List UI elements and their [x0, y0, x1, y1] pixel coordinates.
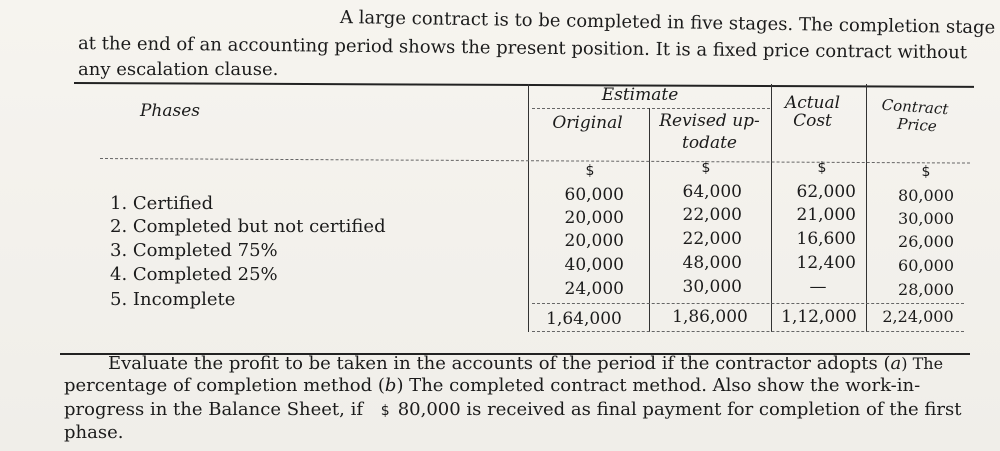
- intro-line-2: at the end of an accounting period shows the present position. It is a fixed price contract without: [77, 33, 968, 64]
- intro-line-1: A large contract is to be completed in five stages. The completion stage: [339, 7, 996, 39]
- currency-price: $: [921, 164, 931, 180]
- cell-revised-3: 22,000: [682, 229, 742, 249]
- cell-revised-2: 22,000: [682, 205, 742, 225]
- totals-top-rule: [532, 303, 964, 304]
- question-line-3: [64, 398, 962, 423]
- total-price: 2,24,000: [882, 307, 954, 326]
- header-contract: Contract: [881, 95, 949, 119]
- phase-label-5: 5. Incomplete: [110, 289, 236, 310]
- header-bottom-rule: [100, 158, 970, 164]
- cell-original-1: 60,000: [564, 185, 624, 205]
- cell-actual-5: —: [809, 277, 827, 297]
- cell-price-2: 30,000: [898, 209, 954, 228]
- col-divider-2: [649, 108, 650, 332]
- header-contract-line2: Price: [896, 114, 938, 136]
- phase-label-2: 2. Completed but not certified: [110, 216, 386, 237]
- col-divider-4: [866, 84, 867, 332]
- cell-original-4: 40,000: [564, 255, 624, 275]
- currency-revised: $: [701, 160, 711, 176]
- phase-label-1: 1. Certified: [110, 193, 214, 214]
- cell-price-5: 28,000: [898, 280, 954, 299]
- cell-revised-4: 48,000: [682, 253, 742, 273]
- cell-revised-5: 30,000: [682, 277, 742, 297]
- header-original: Original: [552, 113, 623, 133]
- cell-original-3: 20,000: [564, 231, 624, 251]
- cell-price-3: 26,000: [898, 232, 954, 251]
- question-line-1: [108, 352, 943, 375]
- cell-price-1: 80,000: [898, 186, 954, 205]
- question-line-3-text: progress in the Balance Sheet, if: [64, 399, 364, 420]
- cell-price-4: 60,000: [898, 256, 954, 275]
- option-a-marker: a: [890, 353, 902, 374]
- question-line-4: phase.: [64, 422, 124, 443]
- total-actual: 1,12,000: [781, 307, 857, 327]
- header-estimate: Estimate: [601, 85, 679, 105]
- question-line-3-end: 80,000 is received as final payment for completion of the first: [397, 399, 962, 420]
- header-actual: Actual: [784, 93, 841, 113]
- col-divider-3: [771, 84, 772, 332]
- option-b-marker: b: [384, 375, 397, 396]
- cell-actual-3: 16,600: [796, 229, 856, 249]
- estimate-underline: [532, 108, 770, 109]
- currency-original: $: [585, 163, 595, 179]
- cell-original-2: 20,000: [564, 208, 624, 228]
- header-phases: Phases: [139, 101, 201, 121]
- cell-actual-4: 12,400: [796, 253, 856, 273]
- question-line-1-text: Evaluate the profit to be taken in the accounts of the period if the contractor adopts (: [108, 353, 891, 374]
- question-line-1-end: ) The: [901, 354, 944, 373]
- question-line-2-end: ) The completed contract method. Also show the work-in-: [396, 375, 921, 396]
- question-line-2-text: percentage of completion method (: [64, 375, 385, 396]
- phase-label-4: 4. Completed 25%: [110, 264, 278, 285]
- col-divider-1: [528, 84, 529, 332]
- question-currency: $: [380, 403, 390, 419]
- table-top-rule: [74, 82, 974, 88]
- cell-revised-1: 64,000: [682, 182, 742, 202]
- totals-bottom-rule: [532, 331, 964, 332]
- cell-actual-1: 62,000: [796, 182, 856, 202]
- header-actual-line2: Cost: [793, 111, 832, 131]
- cell-original-5: 24,000: [564, 279, 624, 299]
- total-revised: 1,86,000: [672, 307, 748, 327]
- header-revised-line2: todate: [682, 133, 737, 153]
- phase-label-3: 3. Completed 75%: [110, 240, 278, 261]
- cell-actual-2: 21,000: [796, 205, 856, 225]
- intro-line-3: any escalation clause.: [78, 59, 279, 80]
- total-original: 1,64,000: [546, 309, 622, 329]
- currency-actual: $: [817, 160, 827, 176]
- header-revised: Revised up-: [659, 111, 760, 131]
- question-line-2: [64, 374, 920, 397]
